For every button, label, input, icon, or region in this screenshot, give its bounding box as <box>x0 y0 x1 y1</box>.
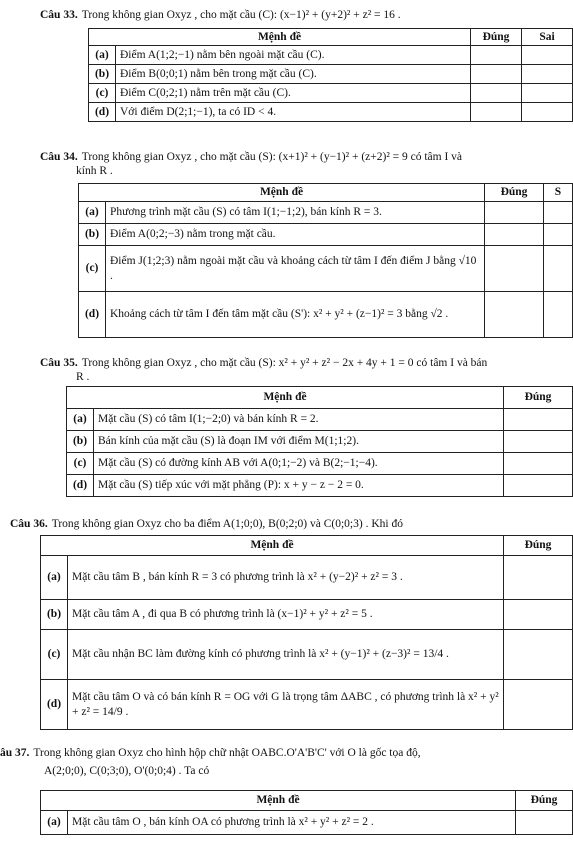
row-label: (d) <box>89 103 116 122</box>
row-statement: Bán kính của mặt cầu (S) là đoạn IM với điểm M(1;1;2). <box>94 431 504 453</box>
header-statement: Mệnh đề <box>79 184 485 202</box>
question-36 <box>0 517 573 531</box>
row-statement: Mặt cầu tâm O , bán kính OA có phương trình là x² + y² + z² = 2 . <box>68 811 516 835</box>
table-row <box>89 46 573 65</box>
row-label: (a) <box>89 46 116 65</box>
row-label: (c) <box>89 84 116 103</box>
true-cell[interactable] <box>504 453 573 475</box>
question-text-continued: kính R . <box>76 165 113 178</box>
row-statement: Điểm C(0;2;1) nằm trên mặt cầu (C). <box>116 84 471 103</box>
true-cell[interactable] <box>504 600 573 630</box>
question-number: Câu 33. <box>40 9 78 21</box>
question-text: Trong không gian Oxyz , cho mặt cầu (C): (x−1)² + (y+2)² + z² = 16 . <box>81 9 401 21</box>
header-true: Đúng <box>485 184 544 202</box>
true-cell[interactable] <box>485 224 544 246</box>
row-statement: Mặt cầu tâm B , bán kính R = 3 có phương trình là x² + (y−2)² + z² = 3 . <box>68 556 504 600</box>
table-row <box>67 475 573 497</box>
true-cell[interactable] <box>504 409 573 431</box>
false-cell[interactable] <box>522 46 573 65</box>
false-cell[interactable] <box>544 292 573 338</box>
row-label: (b) <box>67 431 94 453</box>
row-statement: Mặt cầu tâm O và có bán kính R = OG với G là trọng tâm ΔABC , có phương trình là x² + y² + z² = 14/9 . <box>68 680 504 730</box>
table-row <box>67 453 573 475</box>
true-cell[interactable] <box>471 84 522 103</box>
question-number: Câu 34. <box>40 151 78 163</box>
row-statement: Mặt cầu (S) tiếp xúc với mặt phẳng (P): x + y − z − 2 = 0. <box>94 475 504 497</box>
table-row <box>79 202 573 224</box>
row-statement: Điểm A(0;2;−3) nằm trong mặt cầu. <box>106 224 485 246</box>
table-row <box>89 65 573 84</box>
row-label: (c) <box>67 453 94 475</box>
question-35-stem <box>0 356 573 370</box>
question-text: Trong không gian Oxyz cho hình hộp chữ nhật OABC.O'A'B'C' với O là gốc tọa độ, <box>33 747 421 759</box>
true-cell[interactable] <box>504 680 573 730</box>
table-row <box>89 103 573 122</box>
false-cell[interactable] <box>522 84 573 103</box>
row-label: (d) <box>41 680 68 730</box>
row-label: (b) <box>79 224 106 246</box>
true-cell[interactable] <box>485 202 544 224</box>
true-cell[interactable] <box>504 630 573 680</box>
question-33-stem <box>0 8 573 22</box>
row-statement: Điểm B(0;0;1) nằm bên trong mặt cầu (C). <box>116 65 471 84</box>
row-label: (d) <box>67 475 94 497</box>
header-true: Đúng <box>516 791 573 811</box>
row-statement: Phương trình mặt cầu (S) có tâm I(1;−1;2), bán kính R = 3. <box>106 202 485 224</box>
question-34 <box>0 150 573 179</box>
q33-table <box>88 28 573 122</box>
question-37-stem <box>0 746 573 760</box>
true-cell[interactable] <box>504 475 573 497</box>
header-false: Sai <box>522 29 573 46</box>
true-cell[interactable] <box>504 431 573 453</box>
row-label: (a) <box>79 202 106 224</box>
header-true: Đúng <box>471 29 522 46</box>
table-row <box>41 811 573 835</box>
table-row <box>79 224 573 246</box>
row-label: (b) <box>89 65 116 84</box>
row-statement: Điểm J(1;2;3) nằm ngoài mặt cầu và khoảng cách từ tâm I đến điểm J bằng √10 . <box>106 246 485 292</box>
question-number: âu 37. <box>0 747 30 759</box>
row-label: (a) <box>41 556 68 600</box>
header-statement: Mệnh đề <box>41 791 516 811</box>
false-cell[interactable] <box>544 246 573 292</box>
true-cell[interactable] <box>471 103 522 122</box>
row-label: (c) <box>41 630 68 680</box>
true-cell[interactable] <box>471 65 522 84</box>
q36-table <box>40 535 573 730</box>
question-text: Trong không gian Oxyz , cho mặt cầu (S): (x+1)² + (y−1)² + (z+2)² = 9 có tâm I và <box>81 151 463 163</box>
row-statement: Với điểm D(2;1;−1), ta có ID < 4. <box>116 103 471 122</box>
q34-table <box>78 183 573 338</box>
table-row <box>67 409 573 431</box>
row-statement: Mặt cầu (S) có đường kính AB với A(0;1;−2) và B(2;−1;−4). <box>94 453 504 475</box>
row-statement: Mặt cầu (S) có tâm I(1;−2;0) và bán kính R = 2. <box>94 409 504 431</box>
header-statement: Mệnh đề <box>67 387 504 409</box>
row-label: (a) <box>67 409 94 431</box>
true-cell[interactable] <box>504 556 573 600</box>
question-33 <box>0 8 573 22</box>
table-row <box>41 600 573 630</box>
table-row <box>41 680 573 730</box>
header-true: Đúng <box>504 387 573 409</box>
table-row <box>79 292 573 338</box>
true-cell[interactable] <box>485 246 544 292</box>
row-label: (a) <box>41 811 68 835</box>
header-statement: Mệnh đề <box>89 29 471 46</box>
row-label: (d) <box>79 292 106 338</box>
question-34-stem <box>0 150 573 164</box>
q35-table <box>66 386 573 497</box>
table-row <box>79 246 573 292</box>
false-cell[interactable] <box>544 202 573 224</box>
table-row <box>89 84 573 103</box>
table-row <box>67 431 573 453</box>
question-number: Câu 35. <box>40 357 78 369</box>
question-text-continued: R . <box>76 371 90 384</box>
header-false: S <box>544 184 573 202</box>
row-statement: Khoảng cách từ tâm I đến tâm mặt cầu (S'): x² + y² + (z−1)² = 3 bằng √2 . <box>106 292 485 338</box>
true-cell[interactable] <box>471 46 522 65</box>
row-statement: Mặt cầu nhận BC làm đường kính có phương trình là x² + (y−1)² + (z−3)² = 13/4 . <box>68 630 504 680</box>
question-text: Trong không gian Oxyz cho ba điểm A(1;0;0), B(0;2;0) và C(0;0;3) . Khi đó <box>51 518 403 530</box>
table-row <box>41 556 573 600</box>
question-35 <box>0 356 573 385</box>
question-37 <box>0 746 573 779</box>
question-36-stem <box>0 517 573 531</box>
true-cell[interactable] <box>485 292 544 338</box>
row-statement: Điểm A(1;2;−1) nằm bên ngoài mặt cầu (C). <box>116 46 471 65</box>
header-statement: Mệnh đề <box>41 536 504 556</box>
false-cell[interactable] <box>522 65 573 84</box>
question-number: Câu 36. <box>10 518 48 530</box>
header-true: Đúng <box>504 536 573 556</box>
false-cell[interactable] <box>544 224 573 246</box>
question-text-continued: A(2;0;0), C(0;3;0), O'(0;0;4) . Ta có <box>44 765 210 778</box>
question-text: Trong không gian Oxyz , cho mặt cầu (S): x² + y² + z² − 2x + 4y + 1 = 0 có tâm I và bán <box>81 357 488 369</box>
q37-table <box>40 790 573 835</box>
row-statement: Mặt cầu tâm A , đi qua B có phương trình là (x−1)² + y² + z² = 5 . <box>68 600 504 630</box>
table-row <box>41 630 573 680</box>
row-label: (b) <box>41 600 68 630</box>
true-cell[interactable] <box>516 811 573 835</box>
row-label: (c) <box>79 246 106 292</box>
false-cell[interactable] <box>522 103 573 122</box>
